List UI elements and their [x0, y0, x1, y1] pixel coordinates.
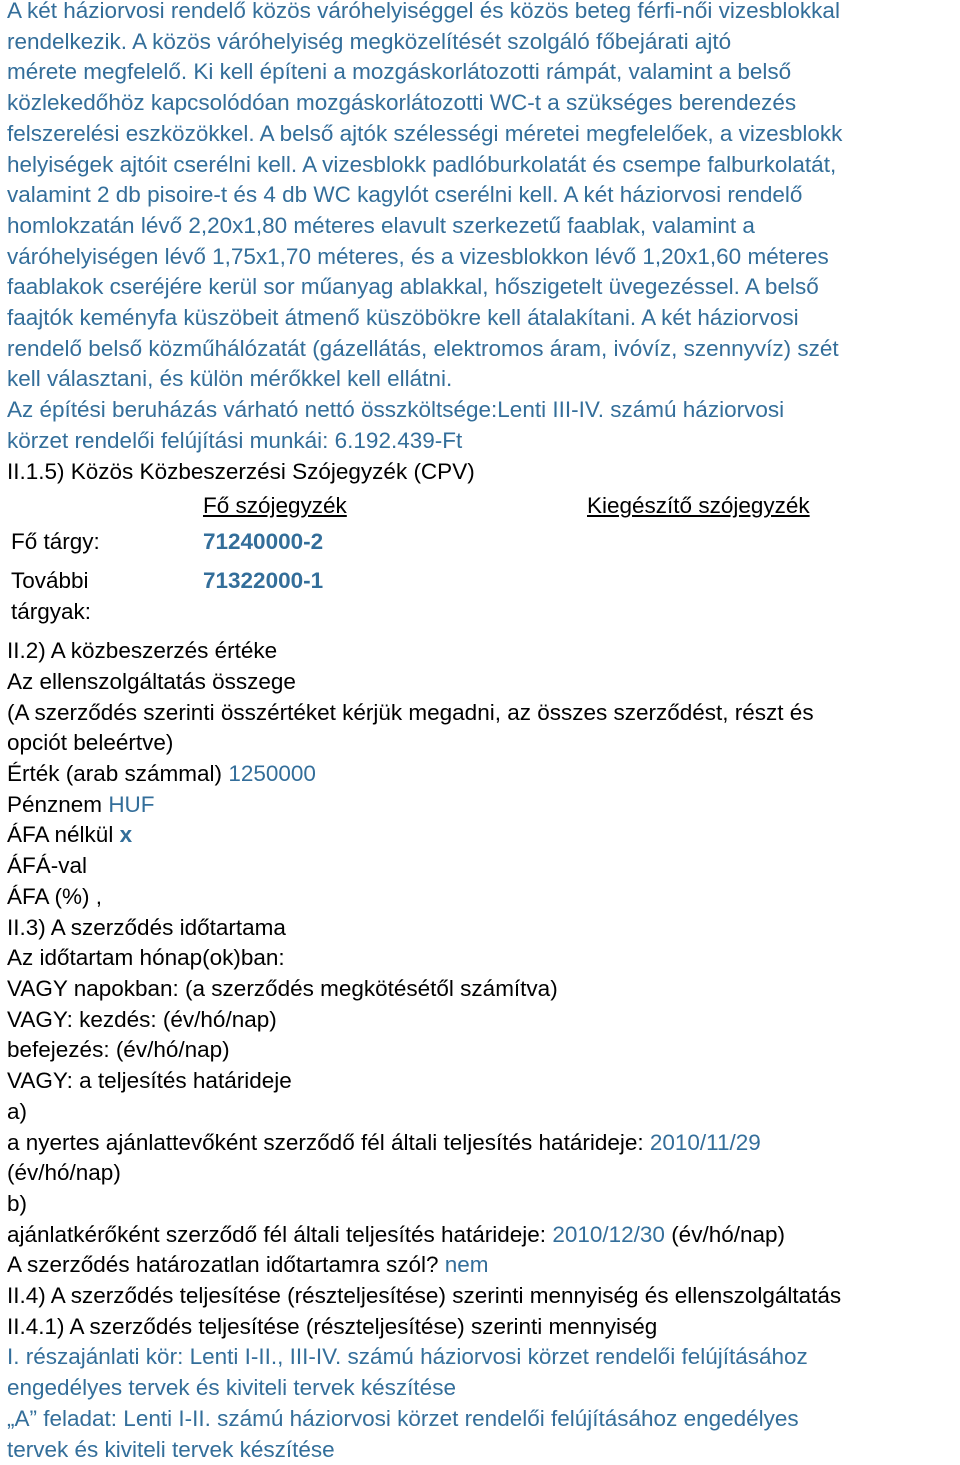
value-note: (A szerződés szerinti összértéket kérjük megadni, az összes szerződést, részt és [7, 699, 814, 725]
cpv-other-row [7, 566, 960, 636]
duration-item-a-unit: (év/hó/nap) [7, 1160, 121, 1186]
intro-line: Az építési beruházás várható nettó összköltsége:Lenti III-IV. számú háziorvosi [7, 397, 785, 423]
duration-item-b-unit: (év/hó/nap) [664, 1221, 786, 1247]
cpv-table-header [7, 487, 960, 527]
value-vat-excl-mark: x [119, 822, 133, 848]
intro-line: valamint 2 db pisoire-t és 4 db WC kagylót cserélni kell. A két háziorvosi rendelő [7, 182, 803, 208]
duration-days: VAGY napokban: (a szerződés megkötésétől számítva) [7, 975, 558, 1001]
cpv-main-row [7, 527, 960, 566]
value-vat-excl-row [7, 820, 960, 851]
cpv-main-label: Fő tárgy: [11, 529, 100, 555]
value-currency-row [7, 790, 960, 821]
value-amount: 1250000 [228, 761, 316, 787]
value-note: opciót beleértve) [7, 730, 174, 756]
value-vat-pct-label: ÁFA (%) , [7, 883, 103, 909]
intro-line: A két háziorvosi rendelő közös váróhelyiséggel és közös beteg férfi-női vizesblokkal [7, 0, 840, 23]
cpv-other-label-line: tárgyak: [11, 598, 92, 624]
duration-item-b-date: 2010/12/30 [552, 1221, 665, 1247]
cpv-main-header: Fő szójegyzék [203, 493, 347, 519]
duration-item-a [7, 1128, 960, 1159]
cpv-main-code: 71240000-2 [203, 529, 324, 555]
duration-item-b-marker: b) [7, 1190, 28, 1216]
intro-line: rendelkezik. A közös váróhelyiség megközelítését szolgáló főbejárati ajtó [7, 28, 732, 54]
value-vat-incl-label: ÁFÁ-val [7, 853, 88, 879]
duration-indefinite-question: A szerződés határozatlan időtartamra szól? [7, 1252, 445, 1278]
quantity-line: tervek és kiviteli tervek készítése [7, 1436, 335, 1462]
intro-line: helyiségek ajtóit cserélni kell. A vizesblokk padlóburkolatát és csempe falburkolatát, [7, 151, 837, 177]
duration-item-a-marker: a) [7, 1098, 28, 1124]
intro-line: közlekedőhöz kapcsolódóan mozgáskorlátozotti WC-t a szükséges berendezés [7, 90, 797, 116]
duration-start: VAGY: kezdés: (év/hó/nap) [7, 1006, 277, 1032]
quantity-line: engedélyes tervek és kiviteli tervek készítése [7, 1375, 456, 1401]
duration-heading: II.3) A szerződés időtartama [7, 914, 286, 940]
value-amount-row [7, 759, 960, 790]
duration-end: befejezés: (év/hó/nap) [7, 1037, 230, 1063]
cpv-other-label [11, 566, 91, 627]
duration-indefinite-answer: nem [444, 1252, 489, 1278]
quantity-heading: II.4) A szerződés teljesítése (részteljesítése) szerinti mennyiség és ellenszolgáltatás [7, 1283, 842, 1309]
cpv-extra-header: Kiegészítő szójegyzék [587, 493, 810, 519]
cpv-other-code: 71322000-1 [203, 568, 324, 594]
value-amount-label: Érték (arab számmal) [7, 761, 229, 787]
quantity-line: I. részajánlati kör: Lenti I-II., III-IV. számú háziorvosi körzet rendelői felújításához [7, 1344, 808, 1370]
value-currency-label: Pénznem [7, 791, 109, 817]
value-currency: HUF [108, 791, 155, 817]
duration-months: Az időtartam hónap(ok)ban: [7, 945, 285, 971]
value-heading: II.2) A közbeszerzés értéke [7, 638, 278, 664]
intro-paragraph [7, 0, 960, 457]
intro-line: faajtók keményfa küszöbeit átmenő küszöbökre kell átalakítani. A két háziorvosi [7, 305, 799, 331]
intro-line: homlokzatán lévő 2,20x1,80 méteres elavult szerkezetű faablak, valamint a [7, 212, 755, 238]
cpv-heading: II.1.5) Közös Közbeszerzési Szójegyzék (CPV) [7, 458, 475, 484]
intro-line: mérete megfelelő. Ki kell építeni a mozgáskorlátozotti rámpát, valamint a belső [7, 59, 792, 85]
value-vat-excl-label: ÁFA nélkül [7, 822, 120, 848]
intro-line: váróhelyiségen lévő 1,75x1,70 méteres, és a vizesblokkon lévő 1,20x1,60 méteres [7, 243, 829, 269]
quantity-subheading: II.4.1) A szerződés teljesítése (részteljesítése) szerinti mennyiség [7, 1313, 658, 1339]
duration-item-a-text: a nyertes ajánlattevőként szerződő fél általi teljesítés határideje: [7, 1129, 650, 1155]
duration-item-b-text: ajánlatkérőként szerződő fél általi teljesítés határideje: [7, 1221, 553, 1247]
cpv-other-label-line: További [11, 568, 89, 594]
duration-item-a-date: 2010/11/29 [649, 1129, 761, 1155]
intro-line: körzet rendelői felújítási munkái: 6.192.439-Ft [7, 427, 463, 453]
intro-line: felszerelési eszközökkel. A belső ajtók szélességi méretei megfelelőek, a vizesblokk [7, 120, 843, 146]
duration-indefinite [7, 1250, 960, 1281]
value-sum-label: Az ellenszolgáltatás összege [7, 668, 296, 694]
intro-line: rendelő belső közműhálózatát (gázellátás, elektromos áram, ivóvíz, szennyvíz) szét [7, 335, 839, 361]
duration-item-b [7, 1220, 960, 1251]
intro-line: kell választani, és külön mérőkkel kell ellátni. [7, 366, 453, 392]
duration-deadline: VAGY: a teljesítés határideje [7, 1068, 292, 1094]
intro-line: faablakok cseréjére kerül sor műanyag ablakkal, hőszigetelt üvegezéssel. A belső [7, 274, 819, 300]
quantity-line: „A” feladat: Lenti I-II. számú háziorvosi körzet rendelői felújításához engedélyes [7, 1405, 799, 1431]
